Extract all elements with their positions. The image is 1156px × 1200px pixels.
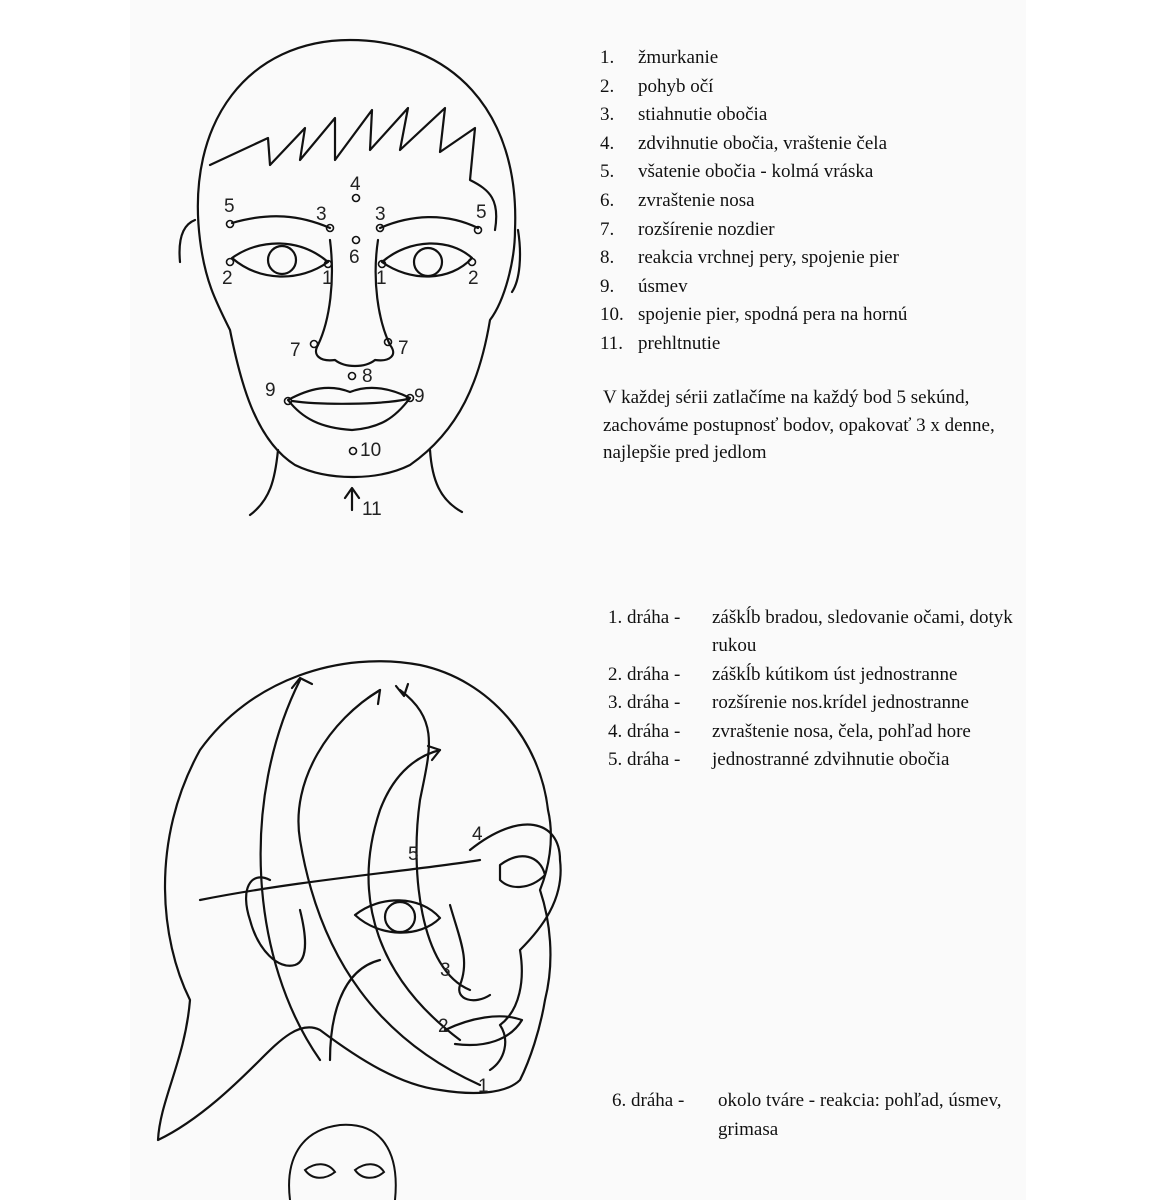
front-label-2b: 2 bbox=[468, 268, 479, 289]
front-label-5b: 5 bbox=[476, 202, 487, 223]
list-item: 3. dráha - rozšírenie nos.krídel jednostranne bbox=[608, 692, 969, 714]
list-item: 4. zdvihnutie obočia, vraštenie čela bbox=[600, 132, 888, 154]
side-label-5: 5 bbox=[408, 844, 419, 865]
list-item: 5. dráha - jednostranné zdvihnutie obočia bbox=[608, 749, 950, 771]
list-item: 4. dráha - zvraštenie nosa, čela, pohľad hore bbox=[608, 720, 971, 742]
front-label-4: 4 bbox=[350, 174, 361, 195]
side-face-diagram bbox=[0, 640, 600, 1200]
list-item: 7. rozšírenie nozdier bbox=[600, 218, 775, 240]
side-label-4: 4 bbox=[472, 824, 483, 845]
list-item: 2. dráha - záškĺb kútikom úst jednostranne bbox=[608, 663, 958, 685]
front-label-8: 8 bbox=[362, 366, 373, 387]
facial-points-list bbox=[600, 44, 907, 359]
front-label-3b: 3 bbox=[375, 204, 386, 225]
front-left-eye bbox=[232, 243, 328, 276]
front-mouth bbox=[288, 388, 410, 430]
front-face-diagram bbox=[0, 0, 560, 530]
list-item: 3. stiahnutie obočia bbox=[600, 104, 768, 126]
list-item: 5. všatenie obočia - kolmá vráska bbox=[600, 161, 874, 183]
front-label-6: 6 bbox=[349, 247, 360, 268]
front-label-9b: 9 bbox=[414, 386, 425, 407]
front-hair-fringe bbox=[210, 108, 496, 230]
front-label-7a: 7 bbox=[290, 340, 301, 361]
side-eye bbox=[355, 900, 440, 932]
front-label-1a: 1 bbox=[322, 268, 333, 289]
list-item: 1. dráha - záškĺb bradou, sledovanie očami, dotyk rukou bbox=[608, 607, 1013, 657]
front-label-9a: 9 bbox=[265, 380, 276, 401]
list-item: 11. prehltnutie bbox=[600, 332, 721, 354]
side-mouth bbox=[445, 1016, 522, 1045]
pathways-list bbox=[608, 604, 1028, 774]
list-item: 1. žmurkanie bbox=[600, 47, 719, 68]
side-label-2: 2 bbox=[438, 1016, 449, 1037]
front-label-11: 11 bbox=[362, 499, 382, 520]
list-item: 9. úsmev bbox=[600, 275, 688, 297]
instructions-paragraph: V každej sérii zatlačíme na každý bod 5 sekúnd, zachováme postupnosť bodov, opakovať 3 x denne, najlepšie pred jedlom bbox=[603, 387, 995, 463]
pathway-6: 6. dráha - okolo tváre - reakcia: pohľad, úsmev, grimasa bbox=[612, 1090, 1002, 1140]
list-item: 6. zvraštenie nosa bbox=[600, 189, 755, 211]
side-label-3: 3 bbox=[440, 960, 451, 981]
list-item: 8. reakcia vrchnej pery, spojenie pier bbox=[600, 247, 899, 269]
front-label-5a: 5 bbox=[224, 196, 235, 217]
front-label-1b: 1 bbox=[376, 268, 387, 289]
front-label-3a: 3 bbox=[316, 204, 327, 225]
list-item: 10. spojenie pier, spodná pera na hornú bbox=[600, 304, 908, 326]
side-label-1: 1 bbox=[478, 1076, 489, 1097]
front-label-7b: 7 bbox=[398, 338, 409, 359]
list-item: 2. pohyb očí bbox=[600, 75, 714, 97]
front-label-2a: 2 bbox=[222, 268, 233, 289]
front-label-10: 10 bbox=[360, 440, 382, 461]
